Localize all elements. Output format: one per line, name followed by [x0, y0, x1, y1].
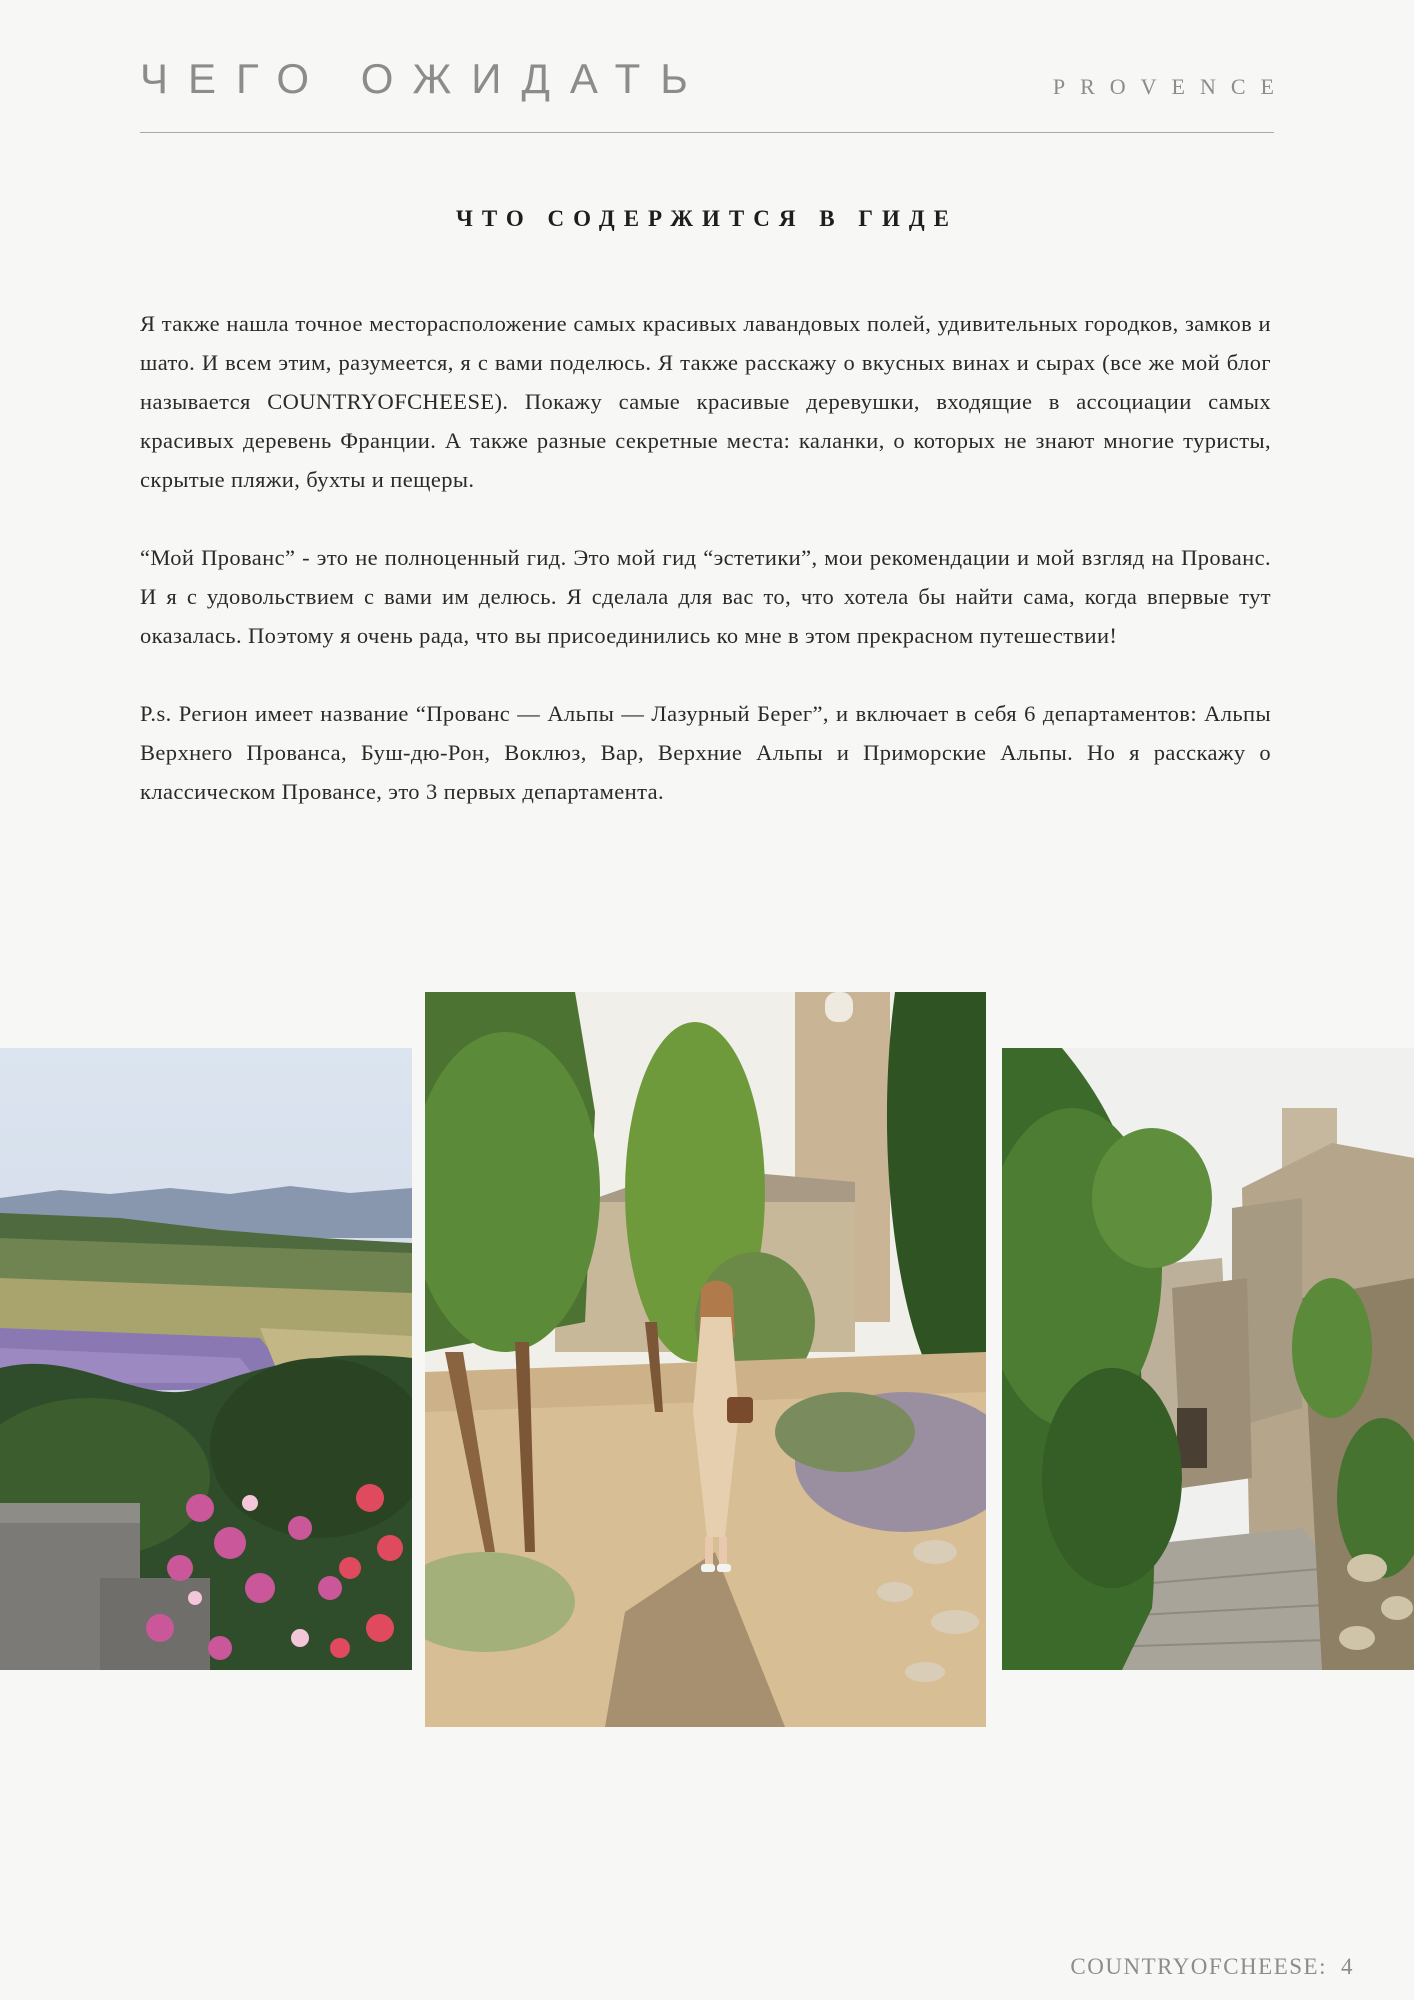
footer-page-label [1070, 1954, 1354, 1980]
photo-lavender-valley [0, 1048, 412, 1670]
header-brand: PROVENCE [1052, 74, 1289, 99]
header-divider [140, 132, 1274, 133]
section-heading: ЧТО СОДЕРЖИТСЯ В ГИДЕ [455, 206, 959, 231]
photo-garden-portrait [425, 992, 986, 1727]
paragraph-intro: Я также нашла точное месторасположение самых красивых лавандовых полей, удивительных городков, замков и шато. И всем этим, разумеется, я с вами поделюсь. Я также расскажу о вкусных винах и сырах (все же мой блог называется COUNTRYOFCHEESE). Покажу самые красивые деревушки, входящие в ассоциации самых красивых деревень Франции. А также разные секретные места: каланки, о которых не знают многие туристы, скрытые пляжи, бухты и пещеры. [140, 311, 1271, 492]
header-title: ЧЕГО ОЖИДАТЬ [140, 55, 708, 102]
paragraph-postscript: P.s. Регион имеет название “Прованс — Альпы — Лазурный Берег”, и включает в себя 6 департаментов: Альпы Верхнего Прованса, Буш-дю-Рон, Воклюз, Вар, Верхние Альпы и Приморские Альпы. Но я расскажу о классическом Провансе, это 3 первых департамента. [140, 701, 1271, 804]
body-text [140, 304, 1271, 850]
photo-village-street [1002, 1048, 1414, 1670]
page-number: 4 [1341, 1954, 1354, 1979]
paragraph-guide-aesthetics: “Мой Прованс” - это не полноценный гид. Это мой гид “эстетики”, мои рекомендации и мой взгляд на Прованс. И я с удовольствием с вами им делюсь. Я сделала для вас то, что хотела бы найти сама, когда впервые тут оказалась. Поэтому я очень рада, что вы присоединились ко мне в этом прекрасном путешествии! [140, 545, 1271, 648]
footer-brand: COUNTRYOFCHEESE: [1070, 1954, 1327, 1979]
